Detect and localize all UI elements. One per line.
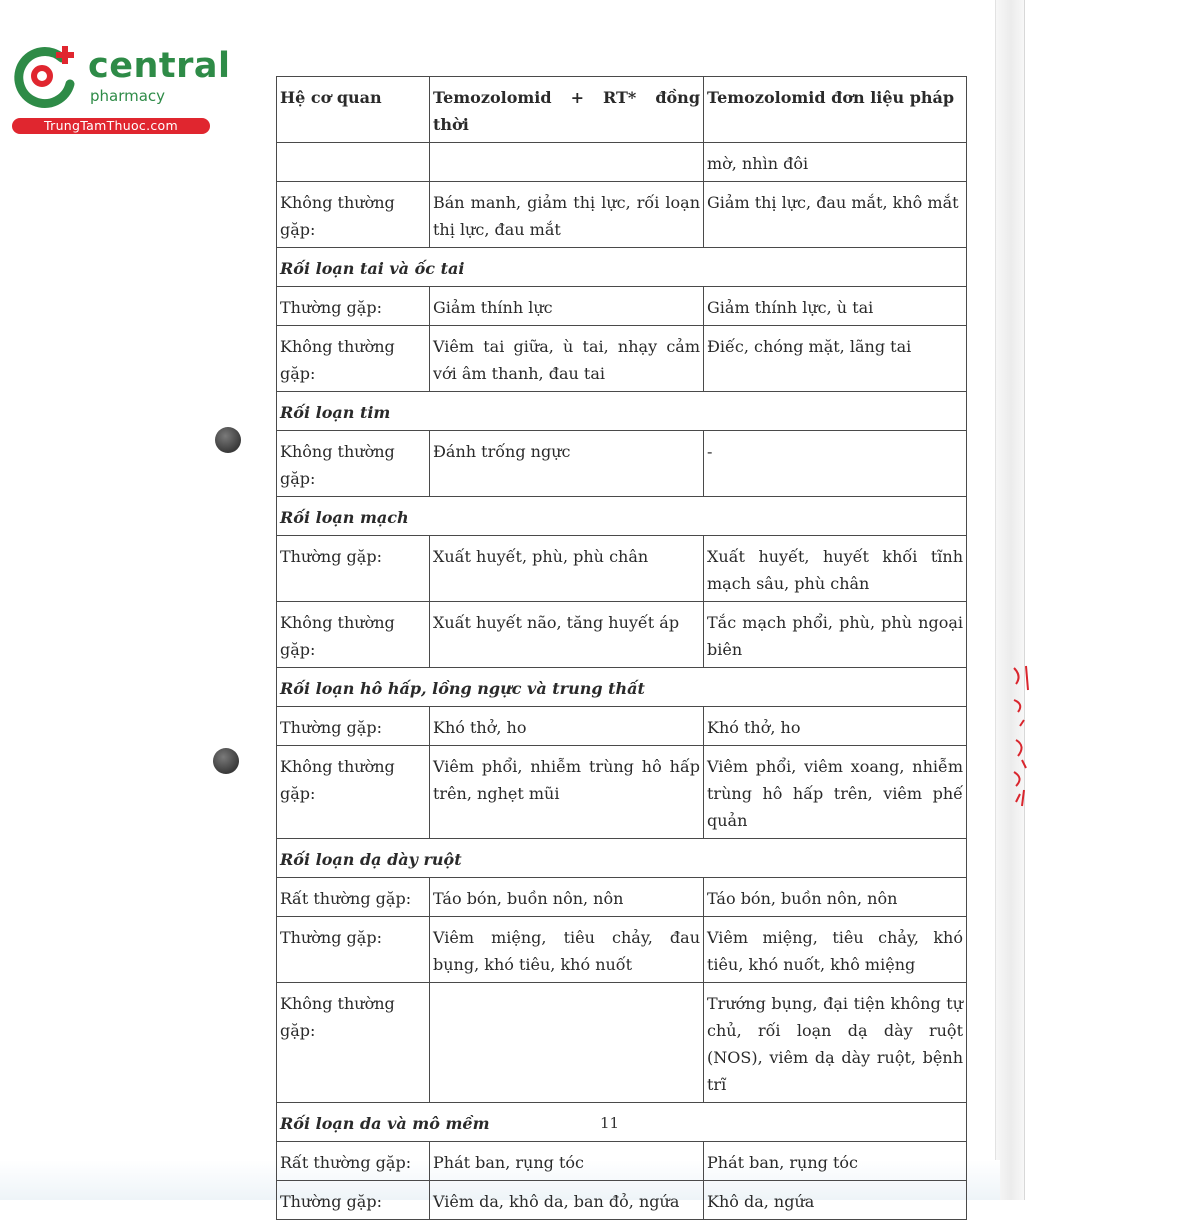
monotherapy-cell: Xuất huyết, huyết khối tĩnh mạch sâu, phù chân <box>704 536 967 602</box>
concomitant-cell: Táo bón, buồn nôn, nôn <box>430 878 704 917</box>
header-organ-system: Hệ cơ quan <box>277 77 430 143</box>
frequency-cell: Không thường gặp: <box>277 431 430 497</box>
logo-website: TrungTamThuoc.com <box>12 118 210 134</box>
section-row <box>277 668 967 707</box>
concomitant-cell: Đánh trống ngực <box>430 431 704 497</box>
section-title: Rối loạn hô hấp, lồng ngực và trung thất <box>277 668 967 707</box>
monotherapy-cell: Viêm phổi, viêm xoang, nhiễm trùng hô hấp trên, viêm phế quản <box>704 746 967 839</box>
frequency-cell: Rất thường gặp: <box>277 1142 430 1181</box>
section-title: Rối loạn da và mô mềm <box>277 1103 967 1142</box>
concomitant-cell: Phát ban, rụng tóc <box>430 1142 704 1181</box>
frequency-cell: Rất thường gặp: <box>277 878 430 917</box>
punch-hole-bottom <box>213 748 239 774</box>
section-title: Rối loạn mạch <box>277 497 967 536</box>
concomitant-cell <box>430 143 704 182</box>
concomitant-cell: Xuất huyết, phù, phù chân <box>430 536 704 602</box>
table-row <box>277 1142 967 1181</box>
monotherapy-cell: Viêm miệng, tiêu chảy, khó tiêu, khó nuốt, khô miệng <box>704 917 967 983</box>
monotherapy-cell: Tắc mạch phổi, phù, phù ngoại biên <box>704 602 967 668</box>
table-row <box>277 707 967 746</box>
concomitant-cell: Khó thở, ho <box>430 707 704 746</box>
frequency-cell: Không thường gặp: <box>277 602 430 668</box>
table-row <box>277 326 967 392</box>
header-concomitant: Temozolomid + RT* đồng thời <box>430 77 704 143</box>
section-row <box>277 497 967 536</box>
monotherapy-cell: Khô da, ngứa <box>704 1181 967 1220</box>
frequency-cell: Thường gặp: <box>277 1181 430 1220</box>
monotherapy-cell: Trướng bụng, đại tiện không tự chủ, rối loạn dạ dày ruột (NOS), viêm dạ dày ruột, bệnh trĩ <box>704 983 967 1103</box>
concomitant-cell: Viêm tai giữa, ù tai, nhạy cảm với âm thanh, đau tai <box>430 326 704 392</box>
pharmacy-c-icon <box>10 40 82 112</box>
concomitant-cell: Bán manh, giảm thị lực, rối loạn thị lực, đau mắt <box>430 182 704 248</box>
table-row <box>277 983 967 1103</box>
frequency-cell: Không thường gặp: <box>277 182 430 248</box>
monotherapy-cell: Táo bón, buồn nôn, nôn <box>704 878 967 917</box>
concomitant-cell: Xuất huyết não, tăng huyết áp <box>430 602 704 668</box>
frequency-cell: Không thường gặp: <box>277 983 430 1103</box>
central-pharmacy-logo[interactable] <box>10 38 231 138</box>
monotherapy-cell: Phát ban, rụng tóc <box>704 1142 967 1181</box>
section-row <box>277 392 967 431</box>
frequency-cell: Thường gặp: <box>277 536 430 602</box>
next-page-edge <box>1024 0 1200 1200</box>
page-fold-shadow <box>995 0 1026 1200</box>
punch-hole-top <box>215 427 241 453</box>
concomitant-cell: Giảm thính lực <box>430 287 704 326</box>
table-row <box>277 431 967 497</box>
table-row <box>277 536 967 602</box>
section-row <box>277 1103 967 1142</box>
monotherapy-cell: Giảm thính lực, ù tai <box>704 287 967 326</box>
monotherapy-cell: Khó thở, ho <box>704 707 967 746</box>
frequency-cell: Thường gặp: <box>277 917 430 983</box>
page-number: 11 <box>600 1114 620 1132</box>
frequency-cell: Không thường gặp: <box>277 326 430 392</box>
table-row <box>277 1181 967 1220</box>
table-row <box>277 287 967 326</box>
table-row <box>277 917 967 983</box>
red-stamp-mark-icon <box>1008 660 1034 810</box>
concomitant-cell: Viêm phổi, nhiễm trùng hô hấp trên, nghẹt mũi <box>430 746 704 839</box>
frequency-cell <box>277 143 430 182</box>
table-row <box>277 878 967 917</box>
table-row <box>277 182 967 248</box>
frequency-cell: Không thường gặp: <box>277 746 430 839</box>
section-title: Rối loạn tai và ốc tai <box>277 248 967 287</box>
section-row <box>277 839 967 878</box>
header-monotherapy: Temozolomid đơn liệu pháp <box>704 77 967 143</box>
frequency-cell: Thường gặp: <box>277 287 430 326</box>
section-title: Rối loạn tim <box>277 392 967 431</box>
logo-name: central <box>88 46 231 86</box>
concomitant-cell <box>430 983 704 1103</box>
table-row <box>277 746 967 839</box>
frequency-cell: Thường gặp: <box>277 707 430 746</box>
monotherapy-cell: - <box>704 431 967 497</box>
section-row <box>277 248 967 287</box>
monotherapy-cell: mờ, nhìn đôi <box>704 143 967 182</box>
concomitant-cell: Viêm miệng, tiêu chảy, đau bụng, khó tiêu, khó nuốt <box>430 917 704 983</box>
monotherapy-cell: Điếc, chóng mặt, lãng tai <box>704 326 967 392</box>
logo-subtitle: pharmacy <box>90 87 166 105</box>
table-row <box>277 143 967 182</box>
concomitant-cell: Viêm da, khô da, ban đỏ, ngứa <box>430 1181 704 1220</box>
table-row <box>277 602 967 668</box>
table-header-row <box>277 77 967 143</box>
section-title: Rối loạn dạ dày ruột <box>277 839 967 878</box>
adverse-effects-table <box>276 76 967 1220</box>
monotherapy-cell: Giảm thị lực, đau mắt, khô mắt <box>704 182 967 248</box>
